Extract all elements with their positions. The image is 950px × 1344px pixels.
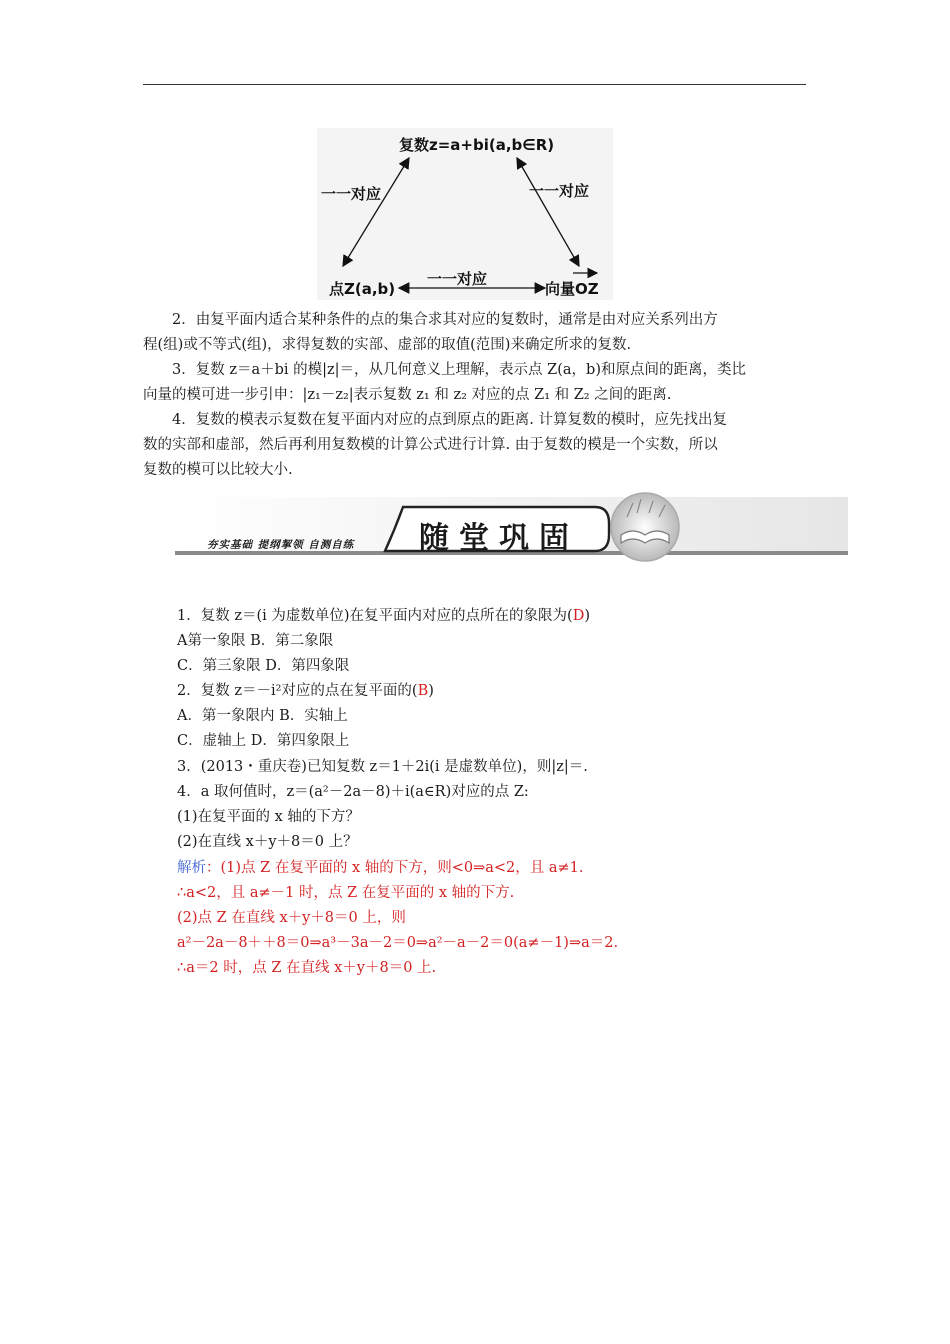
question-1-answer: D (572, 608, 585, 624)
paragraph-2-line-2: 程(组)或不等式(组)，求得复数的实部、虚部的取值(范围)来确定所求的复数. (143, 337, 632, 353)
solution-line-1 (177, 856, 584, 881)
banner-subtitle: 夯实基础 提纲挈领 自测自练 (207, 539, 355, 551)
bottom-edge-label: 一一对应 (427, 270, 488, 288)
paragraph-3 (143, 358, 808, 408)
question-1-close: ) (584, 608, 591, 624)
question-2-options-row-2: C．虚轴上 D．第四象限上 (177, 733, 350, 749)
paragraph-3-line-2: 向量的模可进一步引申：|z₁－z₂|表示复数 z₁ 和 z₂ 对应的点 Z₁ 和 Z₂ 之间的距离. (143, 387, 672, 403)
question-2-answer: B (417, 683, 429, 699)
complex-number-label: 复数z=a+bi(a,b∈R) (399, 136, 555, 154)
left-edge-label: 一一对应 (321, 185, 382, 203)
solution-line-2: ∴a<2，且 a≠－1 时，点 Z 在复平面的 x 轴的下方. (177, 885, 515, 901)
question-2 (177, 679, 434, 704)
header-rule (143, 84, 806, 85)
paragraph-4-line-2: 数的实部和虚部，然后再利用复数模的计算公式进行计算. 由于复数的模是一个实数，所以 (143, 437, 718, 453)
paragraph-2-line-1: 2．由复平面内适合某种条件的点的集合求其对应的复数时，通常是由对应关系列出方 (172, 312, 718, 328)
question-2-text: 2．复数 z＝－i²对应的点在复平面的( (177, 683, 418, 699)
question-3: 3．(2013・重庆卷)已知复数 z＝1＋2i(i 是虚数单位)，则|z|＝. (177, 759, 588, 775)
paragraph-4-line-3: 复数的模可以比较大小. (143, 462, 293, 478)
question-1-options-row-1: A第一象限 B．第二象限 (177, 633, 334, 649)
correspondence-diagram (317, 128, 613, 300)
solution-line-3: (2)点 Z 在直线 x＋y＋8＝0 上，则 (177, 910, 406, 926)
left-arrow (343, 158, 409, 266)
paragraph-4 (143, 408, 808, 483)
section-banner (175, 489, 848, 567)
question-4: 4．a 取何值时，z＝(a²－2a－8)＋i(a∈R)对应的点 Z: (177, 784, 529, 800)
banner-title: 随堂巩固 (419, 521, 579, 556)
paragraph-2 (143, 308, 808, 358)
question-2-options-row-1: A．第一象限内 B．实轴上 (177, 708, 348, 724)
question-4-part-1: (1)在复平面的 x 轴的下方？ (177, 809, 360, 825)
paragraph-3-line-1: 3．复数 z＝a＋bi 的模|z|＝，从几何意义上理解，表示点 Z(a，b)和原点间的距离，类比 (172, 362, 746, 378)
question-4-part-2: (2)在直线 x＋y＋8＝0 上？ (177, 834, 358, 850)
right-arrow (517, 158, 579, 266)
vector-label: 向量OZ (545, 280, 599, 298)
paragraph-4-line-1: 4．复数的模表示复数在复平面内对应的点到原点的距离. 计算复数的模时，应先找出复 (172, 412, 727, 428)
solution-line-1-text: ：(1)点 Z 在复平面的 x 轴的下方，则<0⇒a<2，且 a≠1. (206, 860, 584, 876)
right-edge-label: 一一对应 (529, 182, 590, 200)
solution-label: 解析 (177, 860, 206, 876)
question-2-close: ) (428, 683, 434, 699)
question-1 (177, 604, 590, 629)
book-icon (611, 493, 679, 561)
question-1-options-row-2: C．第三象限 D．第四象限 (177, 658, 350, 674)
solution-line-4: a²－2a－8＋＋8＝0⇒a³－3a－2＝0⇒a²－a－2＝0(a≠－1)⇒a＝2. (177, 935, 619, 951)
question-1-text: 1．复数 z＝(i 为虚数单位)在复平面内对应的点所在的象限为( (177, 608, 573, 624)
point-label: 点Z(a,b) (329, 280, 396, 298)
solution-line-5: ∴a＝2 时，点 Z 在直线 x＋y＋8＝0 上. (177, 960, 437, 976)
